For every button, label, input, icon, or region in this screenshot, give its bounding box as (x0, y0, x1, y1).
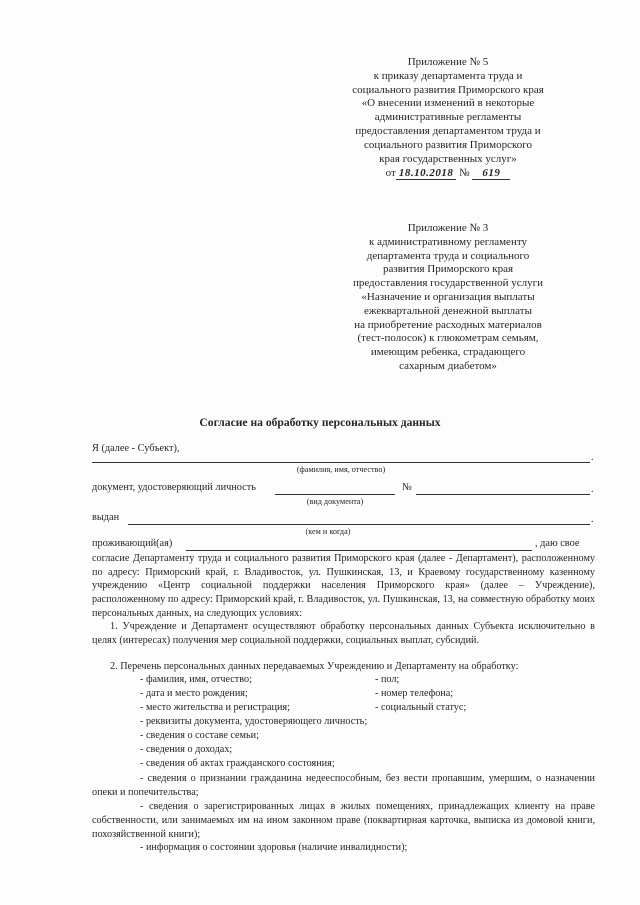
residing-tail: , даю свое (535, 538, 580, 549)
appendix-3-line: на приобретение расходных материалов (354, 318, 542, 331)
appendix-5-line: предоставления департаментом труда и (355, 124, 541, 137)
list-item: - информация о состоянии здоровья (наличие инвалидности); (140, 842, 408, 853)
issued-label: выдан (92, 512, 120, 523)
document-title: Согласие на обработку персональных данных (199, 416, 441, 429)
handwritten-date: 18.10.2018 (396, 167, 457, 180)
doc-type-field[interactable] (275, 494, 395, 495)
list-item: - сведения об актах гражданского состояния; (140, 758, 335, 769)
appendix-5-line: административные регламенты (374, 111, 522, 124)
fio-caption: (фамилия, имя, отчество) (296, 465, 386, 474)
item-2: 2. Перечень персональных данных передаваемых Учреждению и Департаменту на обработку: (110, 661, 519, 672)
appendix-3-line: «Назначение и организация выплаты (361, 290, 535, 303)
appendix-5-line: Приложение № 5 (407, 56, 489, 68)
subject-label: Я (далее - Субъект), (92, 443, 180, 454)
appendix-3-line: к административному регламенту (369, 235, 527, 248)
list-item: - дата и место рождения; (140, 688, 248, 699)
doc-field-end: . (591, 484, 594, 495)
doc-number-field[interactable] (416, 494, 590, 495)
handwritten-number: 619 (472, 167, 510, 180)
appendix-3-line: развития Приморского края (382, 263, 514, 276)
list-item: - сведения о составе семьи; (140, 730, 259, 741)
list-item-wrapped: - сведения о зарегистрированных лицах в жилых помещениях, принадлежащих клиенту на праве собственности, или занимаемых им на ином законном праве (поквартирная карточка, выписка из домовой книги, похозяйственной книги); (92, 801, 595, 840)
appendix-5-line: социального развития Приморского (363, 138, 533, 151)
issued-caption: (кем и когда) (305, 527, 351, 536)
appendix-3-line: (тест-полосок) к глюкометрам семьям, (357, 332, 539, 345)
consent-paragraph: согласие Департаменту труда и социального развития Приморского края (далее - Департамент), расположенному по адресу: Приморский край, г. Владивосток, ул. Пушкинская, 13, и Краевому государственному казенному учреждению «Центр социальной поддержки населения Приморского края» (далее – Учреждение), расположенному по адресу: Приморский край, г. Владивосток, ул. Пушкинская, 13, на совместную обработку моих персональных данных, на следующих условиях: (92, 553, 595, 619)
appendix-5-line: к приказу департамента труда и (373, 69, 523, 82)
list-item: - сведения о доходах; (140, 744, 233, 755)
fio-field[interactable] (92, 462, 590, 463)
list-item: - номер телефона; (375, 688, 454, 699)
appendix-3-header (320, 222, 576, 374)
issued-field[interactable] (128, 524, 590, 525)
date-prefix: от (385, 167, 396, 180)
appendix-3-line: ежеквартальной денежной выплаты (364, 304, 532, 317)
order-date-line (320, 167, 576, 181)
appendix-5-line: края государственных услуг» (379, 152, 517, 165)
appendix-3-line: предоставления государственной услуги (352, 277, 544, 290)
appendix-3-line: Приложение № 3 (407, 222, 489, 234)
appendix-3-line: имеющим ребенка, страдающего (370, 346, 526, 359)
list-item: - социальный статус; (375, 702, 467, 713)
doc-label: документ, удостоверяющий личность (92, 482, 256, 493)
issued-field-end: . (591, 514, 594, 525)
item-1: 1. Учреждение и Департамент осуществляют обработку персональных данных Субъекта исключительно в целях (интересах) получения мер социальной поддержки, социальных выплат, субсидий. (92, 621, 595, 646)
fio-field-end: . (591, 452, 594, 463)
appendix-3-line: департамента труда и социального (366, 249, 530, 262)
appendix-3-line: сахарным диабетом» (399, 359, 497, 372)
appendix-5-line: социального развития Приморского края (352, 83, 544, 96)
doc-number-label: № (402, 482, 412, 493)
appendix-5-line: «О внесении изменений в некоторые (361, 97, 535, 110)
number-prefix: № (459, 167, 470, 180)
list-item: - реквизиты документа, удостоверяющего личность; (140, 716, 368, 727)
appendix-5-header (320, 56, 576, 181)
list-item: - пол; (375, 674, 400, 685)
list-item: - место жительства и регистрация; (140, 702, 290, 713)
residing-label: проживающий(ая) (92, 538, 173, 549)
list-item: - фамилия, имя, отчество; (140, 674, 252, 685)
list-item-wrapped: - сведения о признании гражданина недееспособным, без вести пропавшим, умершим, о назначении опеки и попечительства; (92, 773, 595, 798)
residing-field[interactable] (186, 550, 532, 551)
doc-type-caption: (вид документа) (306, 497, 364, 506)
